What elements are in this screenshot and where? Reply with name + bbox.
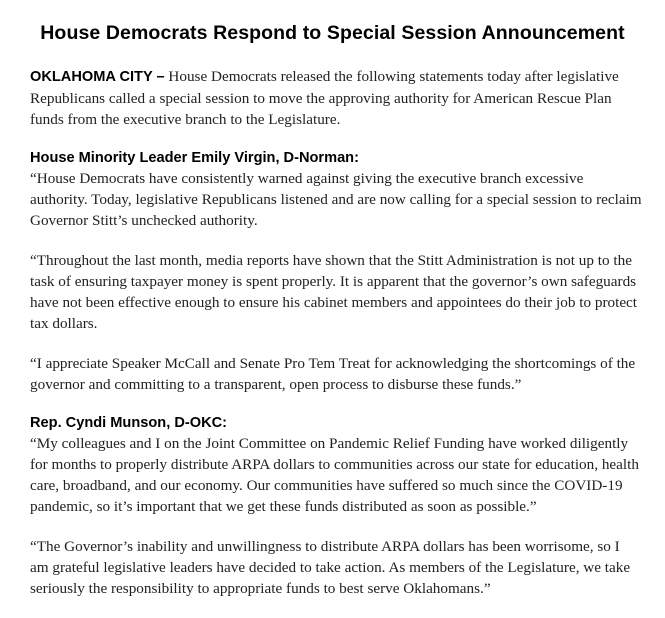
dateline: OKLAHOMA CITY – [30,69,165,85]
speaker-heading-munson: Rep. Cyndi Munson, D-OKC: [30,415,228,431]
speaker-heading-virgin: House Minority Leader Emily Virgin, D-Norman: [30,150,359,166]
virgin-statement-paragraph-3: “I appreciate Speaker McCall and Senate Pro Tem Treat for acknowledging the shortcomings of the governor and committing to a transparent, open process to disburse these funds.” [30,355,636,393]
intro-paragraph [30,66,642,130]
article-body [30,66,642,618]
headline: House Democrats Respond to Special Session Announcement [40,22,625,44]
munson-statement-paragraph-2: “The Governor’s inability and unwillingness to distribute ARPA dollars has been worrisome, so I am grateful legislative leaders have decided to take action. As members of the Legislature, we take seriously the responsibility to appropriate funds to best serve Oklahomans.” [30,538,631,597]
munson-statement-paragraph-1: “My colleagues and I on the Joint Committee on Pandemic Relief Funding have worked diligently for months to properly distribute ARPA dollars to communities across our state for education, health care, broadband, and our economy. Our communities have suffered so much since the COVID-19 pandemic, so it’s important that we get these funds distributed as soon as possible.” [30,435,639,515]
intro-text: House Democrats released the following statements today after legislative Republicans called a special session to move the approving authority for American Rescue Plan funds from the executive branch to the Legislature. [30,68,619,128]
virgin-statement-paragraph-1: “House Democrats have consistently warned against giving the executive branch excessive authority. Today, legislative Republicans listened and are now calling for a special session to reclaim Governor Stitt’s unchecked authority. [30,170,642,229]
virgin-statement-paragraph-2: “Throughout the last month, media reports have shown that the Stitt Administration is not up to the task of ensuring taxpayer money is spent properly. It is apparent that the governor’s own safeguards have not been effective enough to ensure his cabinet members and appointees do their job to protect tax dollars. [30,252,638,332]
